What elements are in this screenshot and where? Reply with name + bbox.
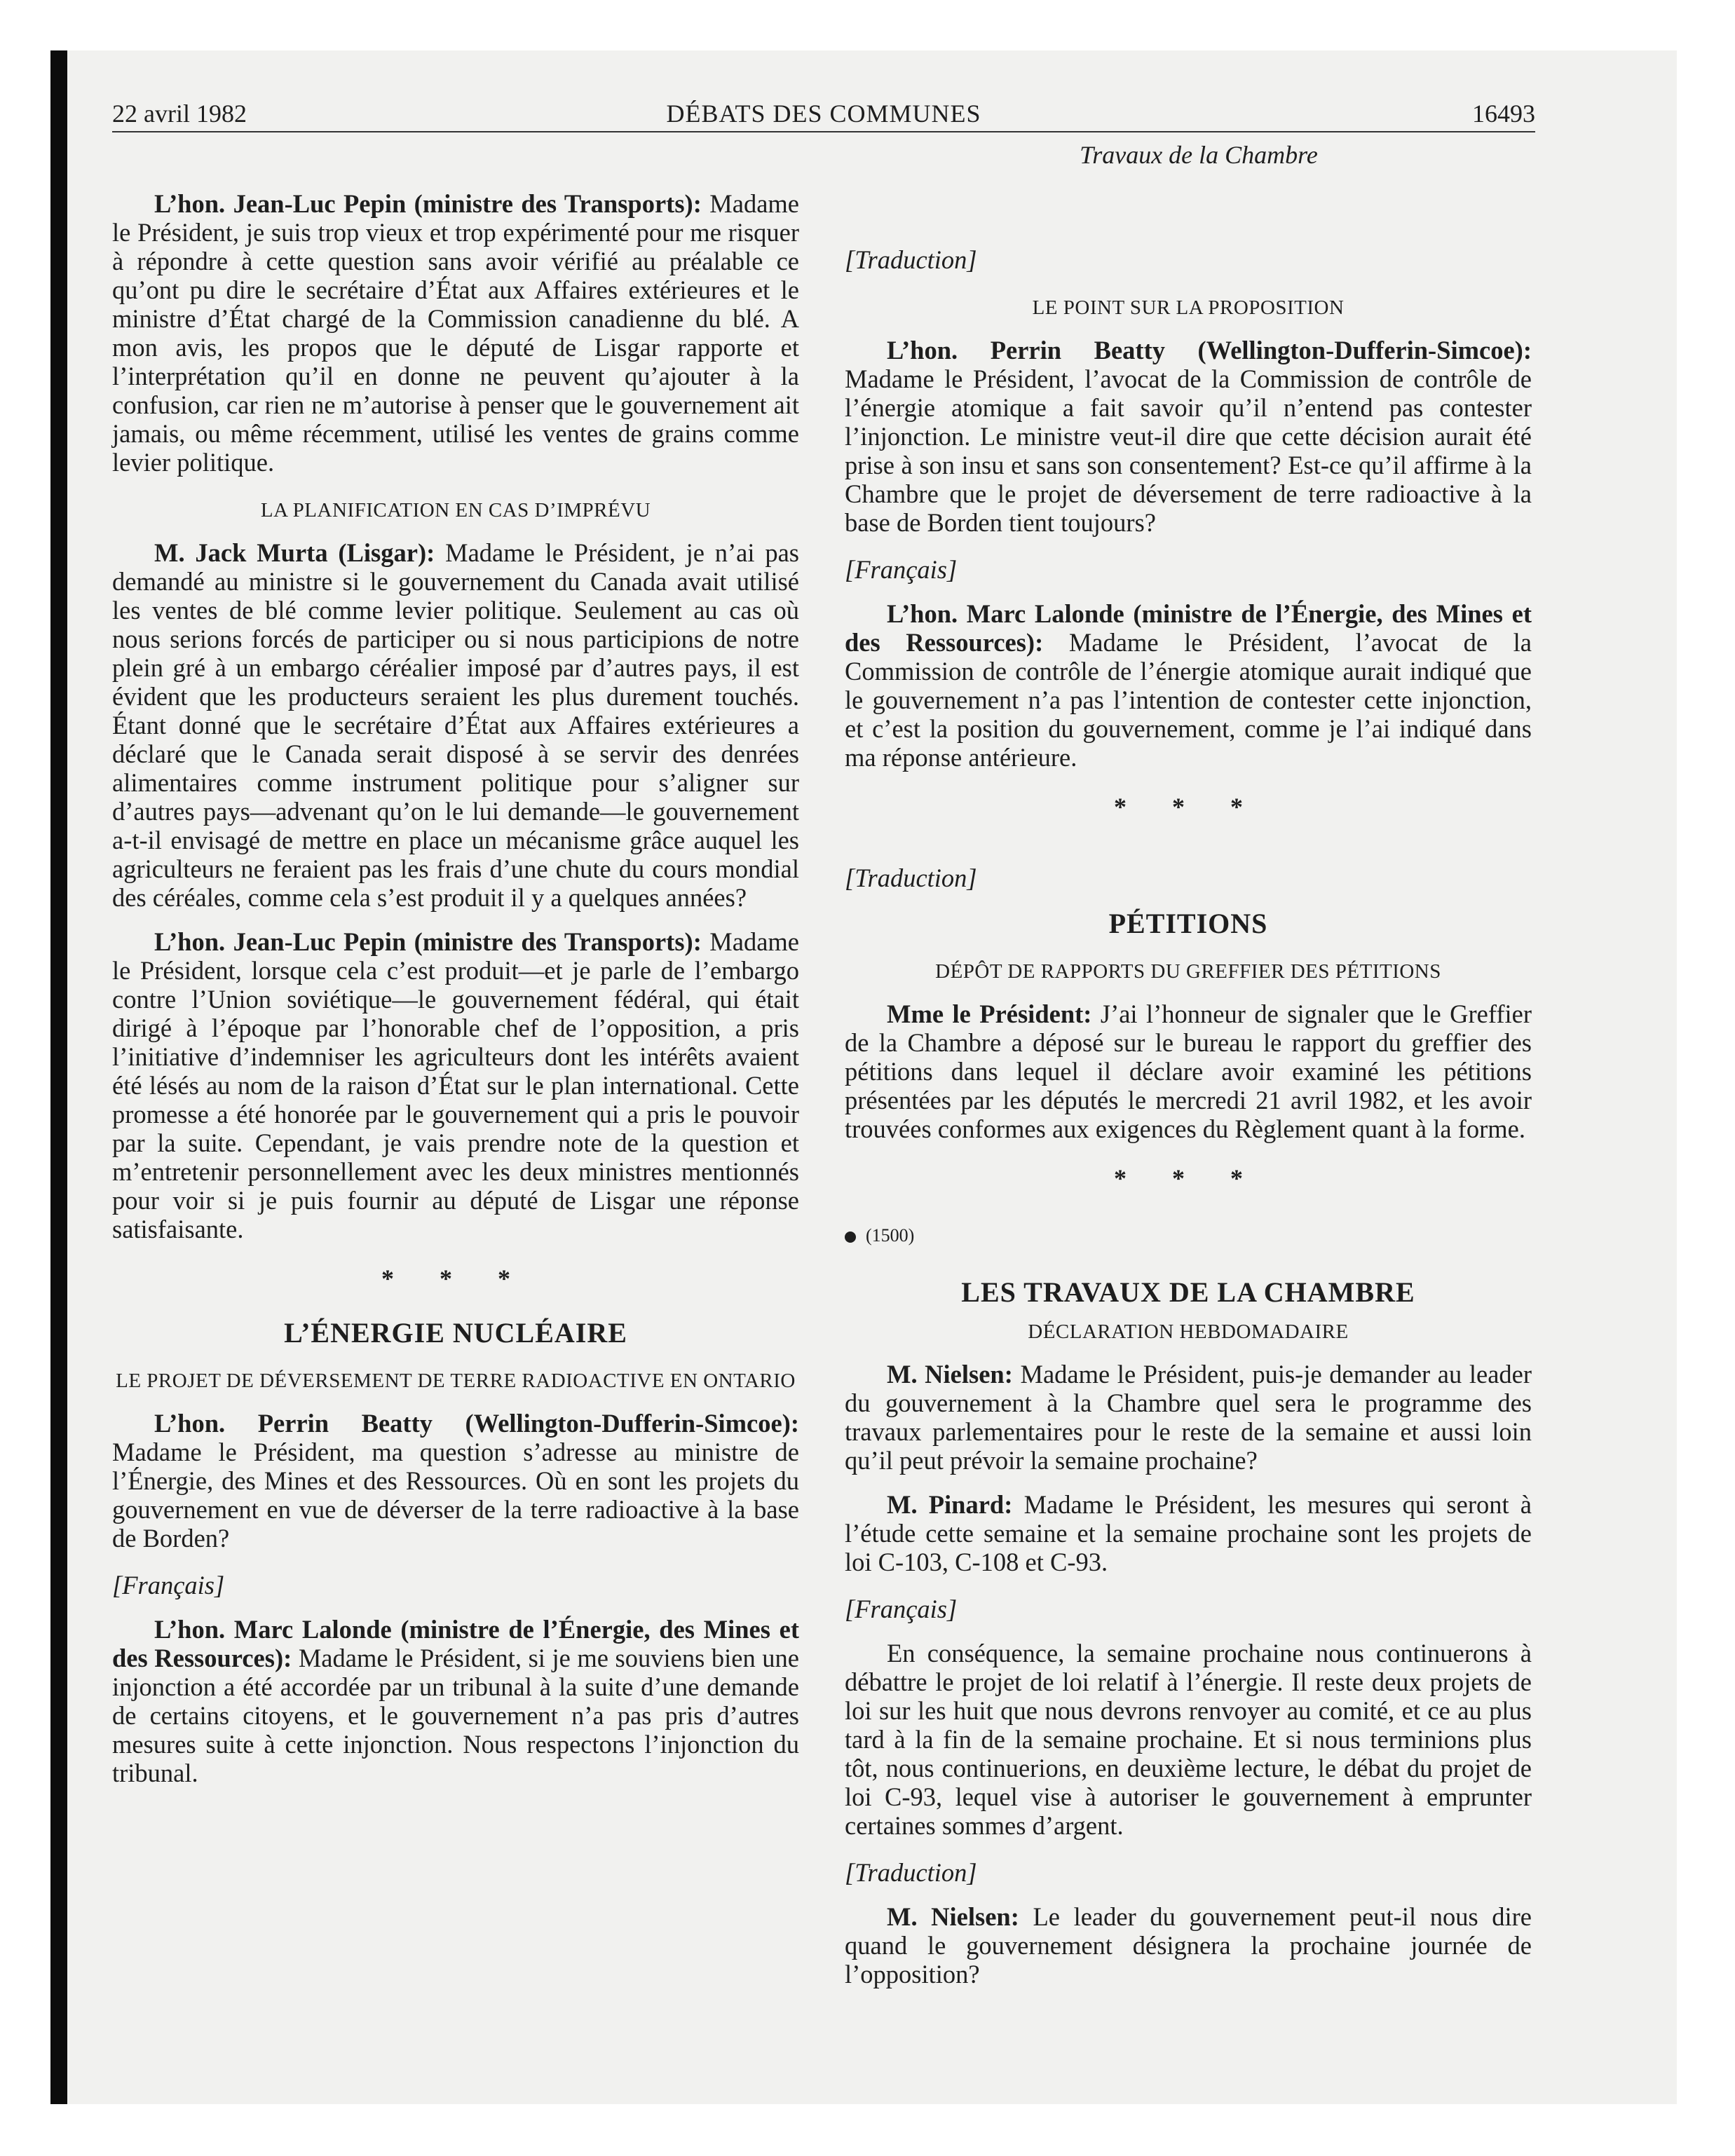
section-separator: * * *	[1114, 793, 1263, 821]
paragraph	[112, 538, 799, 912]
speech-text: Madame le Président, ma question s’adresse au ministre de l’Énergie, des Mines et des Ressources. Où en sont les projets du gouvernement en vue de déverser de la terre radioactive à la base de Borden?	[112, 1438, 799, 1553]
paragraph	[112, 1615, 799, 1787]
section-heading: PÉTITIONS	[1108, 908, 1268, 939]
section-subheading: DÉPÔT DE RAPPORTS DU GREFFIER DES PÉTITIONS	[935, 960, 1441, 983]
language-marker: [Traduction]	[845, 1858, 977, 1887]
speech-text: Madame le Président, l’avocat de la Commission de contrôle de l’énergie atomique aurait indiqué que le gouvernement n’a pas l’intention de contester cette injonction, et c’est la position du gouvernement, comme je l’ai indiqué dans ma réponse antérieure.	[845, 628, 1532, 772]
speaker-name: M. Nielsen:	[887, 1902, 1019, 1931]
section-separator: * * *	[1114, 1164, 1263, 1192]
section-heading: L’ÉNERGIE NUCLÉAIRE	[284, 1317, 627, 1349]
speaker-name: Mme le Président:	[887, 999, 1092, 1028]
speech-text: Madame le Président, lorsque cela c’est produit—et je parle de l’embargo contre l’Union soviétique—le gouvernement fédéral, qui était dirigé à l’époque par l’honorable chef de l’opposition, a pris l’initiative d’indemniser les agriculteurs dont les intérêts avaient été lésés au nom de la raison d’État sur le plan international. Cette promesse a été honorée par le gouvernement qui a pris le pouvoir par la suite. Cependant, je vais prendre note de la question et m’entretenir personnellement avec les deux ministres mentionnés pour voir si je puis fournir au député de Lisgar une réponse satisfaisante.	[112, 927, 799, 1243]
running-title: Travaux de la Chambre	[1080, 141, 1318, 169]
speaker-name: M. Pinard:	[887, 1490, 1013, 1519]
paragraph	[845, 599, 1532, 772]
language-marker: [Traduction]	[845, 864, 977, 892]
speaker-name: M. Jack Murta (Lisgar):	[154, 538, 435, 567]
speaker-name: L’hon. Jean-Luc Pepin (ministre des Transports):	[154, 189, 702, 218]
time-text: (1500)	[866, 1225, 915, 1246]
right-column	[845, 191, 1532, 2004]
paragraph	[845, 999, 1532, 1143]
section-subheading: LA PLANIFICATION EN CAS D’IMPRÉVU	[260, 499, 651, 521]
speech-text: Madame le Président, si je me souviens bien une injonction a été accordée par un tribunal à la suite d’une demande de certains citoyens, et le gouvernement n’a pas pris d’autres mesures suite à cette injonction. Nous respectons l’injonction du tribunal.	[112, 1644, 800, 1787]
section-separator: * * *	[381, 1264, 530, 1292]
speaker-name: L’hon. Marc Lalonde (ministre de l’Énergie, des Mines et des Ressources):	[112, 1615, 799, 1672]
speech-text: Madame le Président, je n’ai pas demandé au ministre si le gouvernement du Canada avait utilisé les ventes de blé comme levier politique. Seulement au cas où nous serions forcés de participer ou si nous participions de notre plein gré à un embargo céréalier imposé par d’autres pays, il est évident que les producteurs seraient les plus durement touchés. Étant donné que le secrétaire d’État aux Affaires extérieures a déclaré que le Canada serait disposé à se servir des denrées alimentaires comme instrument politique pour s’aligner sur d’autres pays—advenant qu’on le lui demande—le gouvernement a-t-il envisagé de mettre en place un mécanisme grâce auquel les agriculteurs ne feraient pas les frais d’une chute du cours mondial des céréales, comme cela s’est produit il y a quelques années?	[112, 538, 799, 912]
header-title: DÉBATS DES COMMUNES	[666, 100, 981, 128]
paragraph	[845, 1639, 1532, 1840]
time-marker	[845, 1221, 1532, 1250]
language-marker: [Français]	[112, 1571, 225, 1599]
paragraph	[112, 189, 799, 477]
language-marker: [Traduction]	[845, 245, 977, 274]
section-subheading: LE PROJET DE DÉVERSEMENT DE TERRE RADIOACTIVE EN ONTARIO	[116, 1370, 796, 1392]
left-column	[112, 189, 799, 1803]
bullet-icon	[845, 1231, 856, 1243]
speaker-name: L’hon. Jean-Luc Pepin (ministre des Transports):	[154, 927, 702, 956]
speech-text: Le leader du gouvernement peut-il nous dire quand le gouvernement désignera la prochaine journée de l’opposition?	[845, 1902, 1532, 1988]
paragraph	[845, 336, 1532, 537]
paragraph	[112, 927, 799, 1243]
speech-text: Madame le Président, je suis trop vieux et trop expérimenté pour me risquer à répondre à cette question sans avoir vérifié au préalable ce qu’ont pu dire le secrétaire d’État aux Affaires extérieures et le ministre d’État chargé de la Commission canadienne du blé. A mon avis, les propos que le député de Lisgar rapporte et l’interprétation qu’il en donne ne peuvent qu’ajouter à la confusion, car rien ne m’autorise à penser que le gouvernement ait jamais, ou même récemment, utilisé les ventes de grains comme levier politique.	[112, 189, 799, 477]
speaker-name: L’hon. Perrin Beatty (Wellington-Dufferin-Simcoe):	[887, 336, 1532, 364]
speaker-name: L’hon. Marc Lalonde (ministre de l’Énergie, des Mines et des Ressources):	[845, 599, 1532, 657]
section-subheading: DÉCLARATION HEBDOMADAIRE	[1028, 1321, 1349, 1343]
section-subheading: LE POINT SUR LA PROPOSITION	[1032, 296, 1345, 319]
speaker-name: M. Nielsen:	[887, 1360, 1013, 1389]
language-marker: [Français]	[845, 1595, 958, 1623]
page-number: 16493	[1472, 100, 1535, 128]
language-marker: [Français]	[845, 555, 958, 584]
speech-text: Madame le Président, l’avocat de la Commission de contrôle de l’énergie atomique a fait savoir qu’il n’entend pas contester l’injonction. Le ministre veut-il dire que cette décision aurait été prise à son insu et sans son consentement? Est-ce qu’il affirme à la Chambre que le projet de déversement de terre radioactive à la base de Borden tient toujours?	[845, 364, 1532, 537]
speech-text: Madame le Président, puis-je demander au leader du gouvernement à la Chambre quel sera le programme des travaux parlementaires pour le reste de la semaine et aussi loin qu’il peut prévoir la semaine prochaine?	[845, 1360, 1532, 1475]
section-heading: LES TRAVAUX DE LA CHAMBRE	[961, 1276, 1415, 1308]
page-header	[112, 93, 1535, 132]
speech-text: Madame le Président, les mesures qui seront à l’étude cette semaine et la semaine prochaine sont les projets de loi C-103, C-108 et C-93.	[845, 1490, 1532, 1576]
header-date: 22 avril 1982	[112, 100, 247, 128]
speech-text: En conséquence, la semaine prochaine nous continuerons à débattre le projet de loi relatif à l’énergie. Il reste deux projets de loi sur les huit que nous devrons renvoyer au comité, et ce au plus tard à la fin de la semaine prochaine. Et si nous terminions plus tôt, nous continuerions, en deuxième lecture, le débat du projet de loi C-93, lequel vise à autoriser le gouvernement à emprunter certaines sommes d’argent.	[845, 1639, 1532, 1840]
paragraph	[112, 1409, 799, 1553]
paragraph	[845, 1360, 1532, 1475]
speech-text: J’ai l’honneur de signaler que le Greffier de la Chambre a déposé sur le bureau le rapport du greffier des pétitions dans lequel il déclare avoir examiné les pétitions présentées par les députés le mercredi 21 avril 1982, et les avoir trouvées conformes aux exigences du Règlement quant à la forme.	[845, 999, 1532, 1143]
paragraph	[845, 1902, 1532, 1988]
speaker-name: L’hon. Perrin Beatty (Wellington-Dufferin-Simcoe):	[154, 1409, 799, 1438]
paragraph	[845, 1490, 1532, 1576]
